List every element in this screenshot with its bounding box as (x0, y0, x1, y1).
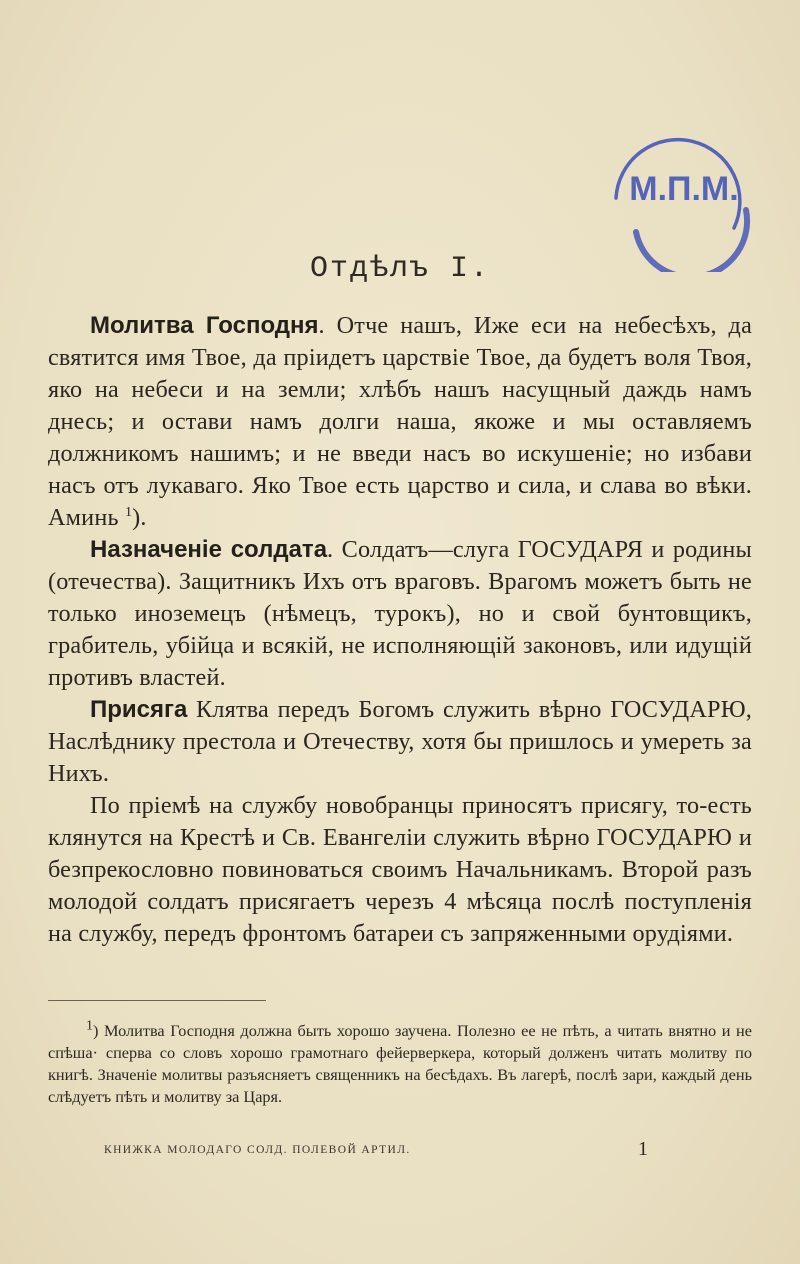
oath-text: Клятва передъ Богомъ служить вѣрно ГОСУДАРЮ, Наслѣднику престола и Отечеству, хотя бы пришлось и умереть за Нихъ. (48, 696, 752, 787)
term-soldier-purpose: Назначеніе солдата (90, 536, 328, 563)
section-heading: Отдѣлъ I. (309, 252, 491, 286)
signature-number: 1 (638, 1138, 648, 1160)
prayer-paragraph (48, 310, 752, 534)
footnote-divider (48, 1000, 266, 1001)
soldier-purpose-text: Солдатъ—слуга ГОСУДАРЯ и родины (отечества). Защитникъ Ихъ отъ враговъ. Врагомъ можетъ быть не только иноземецъ (нѣмецъ, турокъ), но и свой бунтовщикъ, грабитель, убійца и всякій, не исполняющій законовъ, или идущій противъ властей. (48, 536, 753, 691)
term-separator: . (318, 312, 337, 339)
footnote-mark: 1 (86, 1018, 93, 1034)
oath-procedure-paragraph: По пріемѣ на службу новобранцы приносятъ присягу, то-есть клянутся на Крестѣ и Св. Евангеліи служить вѣрно ГОСУДАРЮ и безпрекословно повиноваться своимъ Начальникамъ. Второй разъ молодой солдатъ присягаетъ черезъ 4 мѣсяца послѣ поступленія на службу, передъ фронтомъ батареи съ запряженными орудіями. (48, 792, 752, 947)
footnote-ref-tail: ). (132, 504, 147, 531)
term-prayer: Молитва Господня (90, 312, 319, 339)
signature-text: КНИЖКА МОЛОДАГО СОЛД. ПОЛЕВОЙ АРТИЛ. (104, 1144, 411, 1156)
soldier-purpose-paragraph (48, 534, 752, 694)
prayer-text: Отче нашъ, Иже еси на небесѣхъ, да святится имя Твое, да пріидетъ царствіе Твое, да будетъ воля Твоя, яко на небеси и на земли; хлѣбъ нашъ насущный даждь намъ днесь; и остави намъ долги наша, якоже и мы оставляемъ должникомъ нашимъ; и не введи насъ во искушеніе; но избави насъ отъ лукаваго. Яко Твое есть царство и сила, и слава во вѣки. Аминь (48, 312, 752, 531)
library-stamp-icon (596, 112, 760, 272)
term-separator: . (327, 536, 342, 563)
footnote (48, 1020, 752, 1108)
oath-paragraph (48, 694, 752, 790)
main-text (48, 310, 752, 950)
footnote-text: ) Молитва Господня должна быть хорошо заучена. Полезно ее не пѣть, а читать внятно и не спѣша· сперва со словъ хорошо грамотнаго фейерверкера, который долженъ читать молитву по книгѣ. Значеніе молитвы разъясняетъ священникъ на бесѣдахъ. Въ лагерѣ, послѣ зари, каждый день слѣдуетъ пѣть и молитву за Царя. (48, 1021, 752, 1106)
footnote-ref[interactable]: 1 (124, 504, 133, 520)
term-separator (187, 696, 196, 723)
term-oath: Присяга (90, 696, 188, 723)
stamp-lettering: М.П.М. (629, 170, 739, 208)
